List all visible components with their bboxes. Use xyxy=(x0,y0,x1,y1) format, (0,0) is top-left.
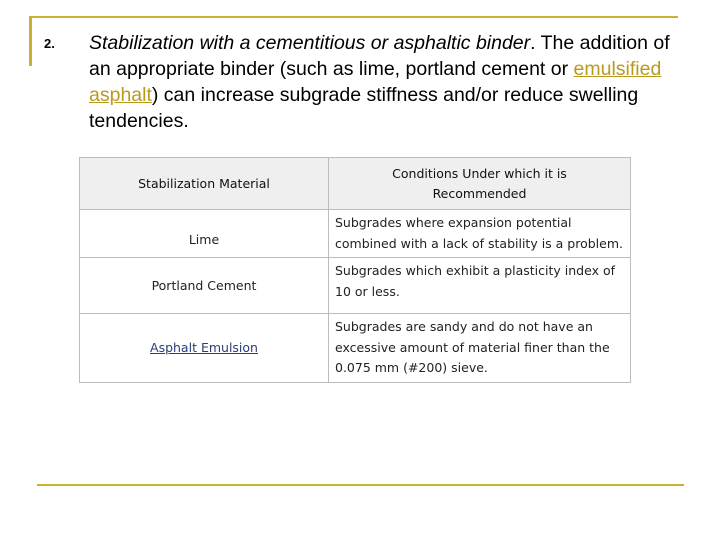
item-text-before-link: The addition of an appropriate binder (such as lime, portland cement or xyxy=(89,32,670,80)
item-paragraph xyxy=(89,30,689,134)
material-cell: Lime xyxy=(80,210,329,258)
table-row xyxy=(80,258,631,314)
asphalt-emulsion-link[interactable]: Asphalt Emulsion xyxy=(150,340,258,356)
top-rule xyxy=(30,16,678,18)
stabilization-table xyxy=(79,157,631,383)
condition-cell: Subgrades where expansion potential combined with a lack of stability is a problem. xyxy=(329,210,631,258)
item-number: 2. xyxy=(44,36,55,51)
header-material: Stabilization Material xyxy=(80,158,329,210)
table-row xyxy=(80,314,631,383)
left-rule xyxy=(29,16,32,66)
emulsified-asphalt-link[interactable]: emulsified asphalt xyxy=(89,58,662,106)
table-row xyxy=(80,210,631,258)
bottom-rule xyxy=(37,484,684,486)
material-cell: Portland Cement xyxy=(80,258,329,314)
condition-cell: Subgrades are sandy and do not have an excessive amount of material finer than the 0.075 mm (#200) sieve. xyxy=(329,314,631,383)
item-text-after-link: ) can increase subgrade stiffness and/or reduce swelling tendencies. xyxy=(89,84,639,132)
header-conditions: Conditions Under which it is Recommended xyxy=(329,158,631,210)
item-lead: Stabilization with a cementitious or asphaltic binder xyxy=(89,32,531,54)
condition-cell: Subgrades which exhibit a plasticity index of 10 or less. xyxy=(329,258,631,314)
table-header-row xyxy=(80,158,631,210)
material-cell xyxy=(80,314,329,383)
item-lead-period: . xyxy=(530,32,536,54)
